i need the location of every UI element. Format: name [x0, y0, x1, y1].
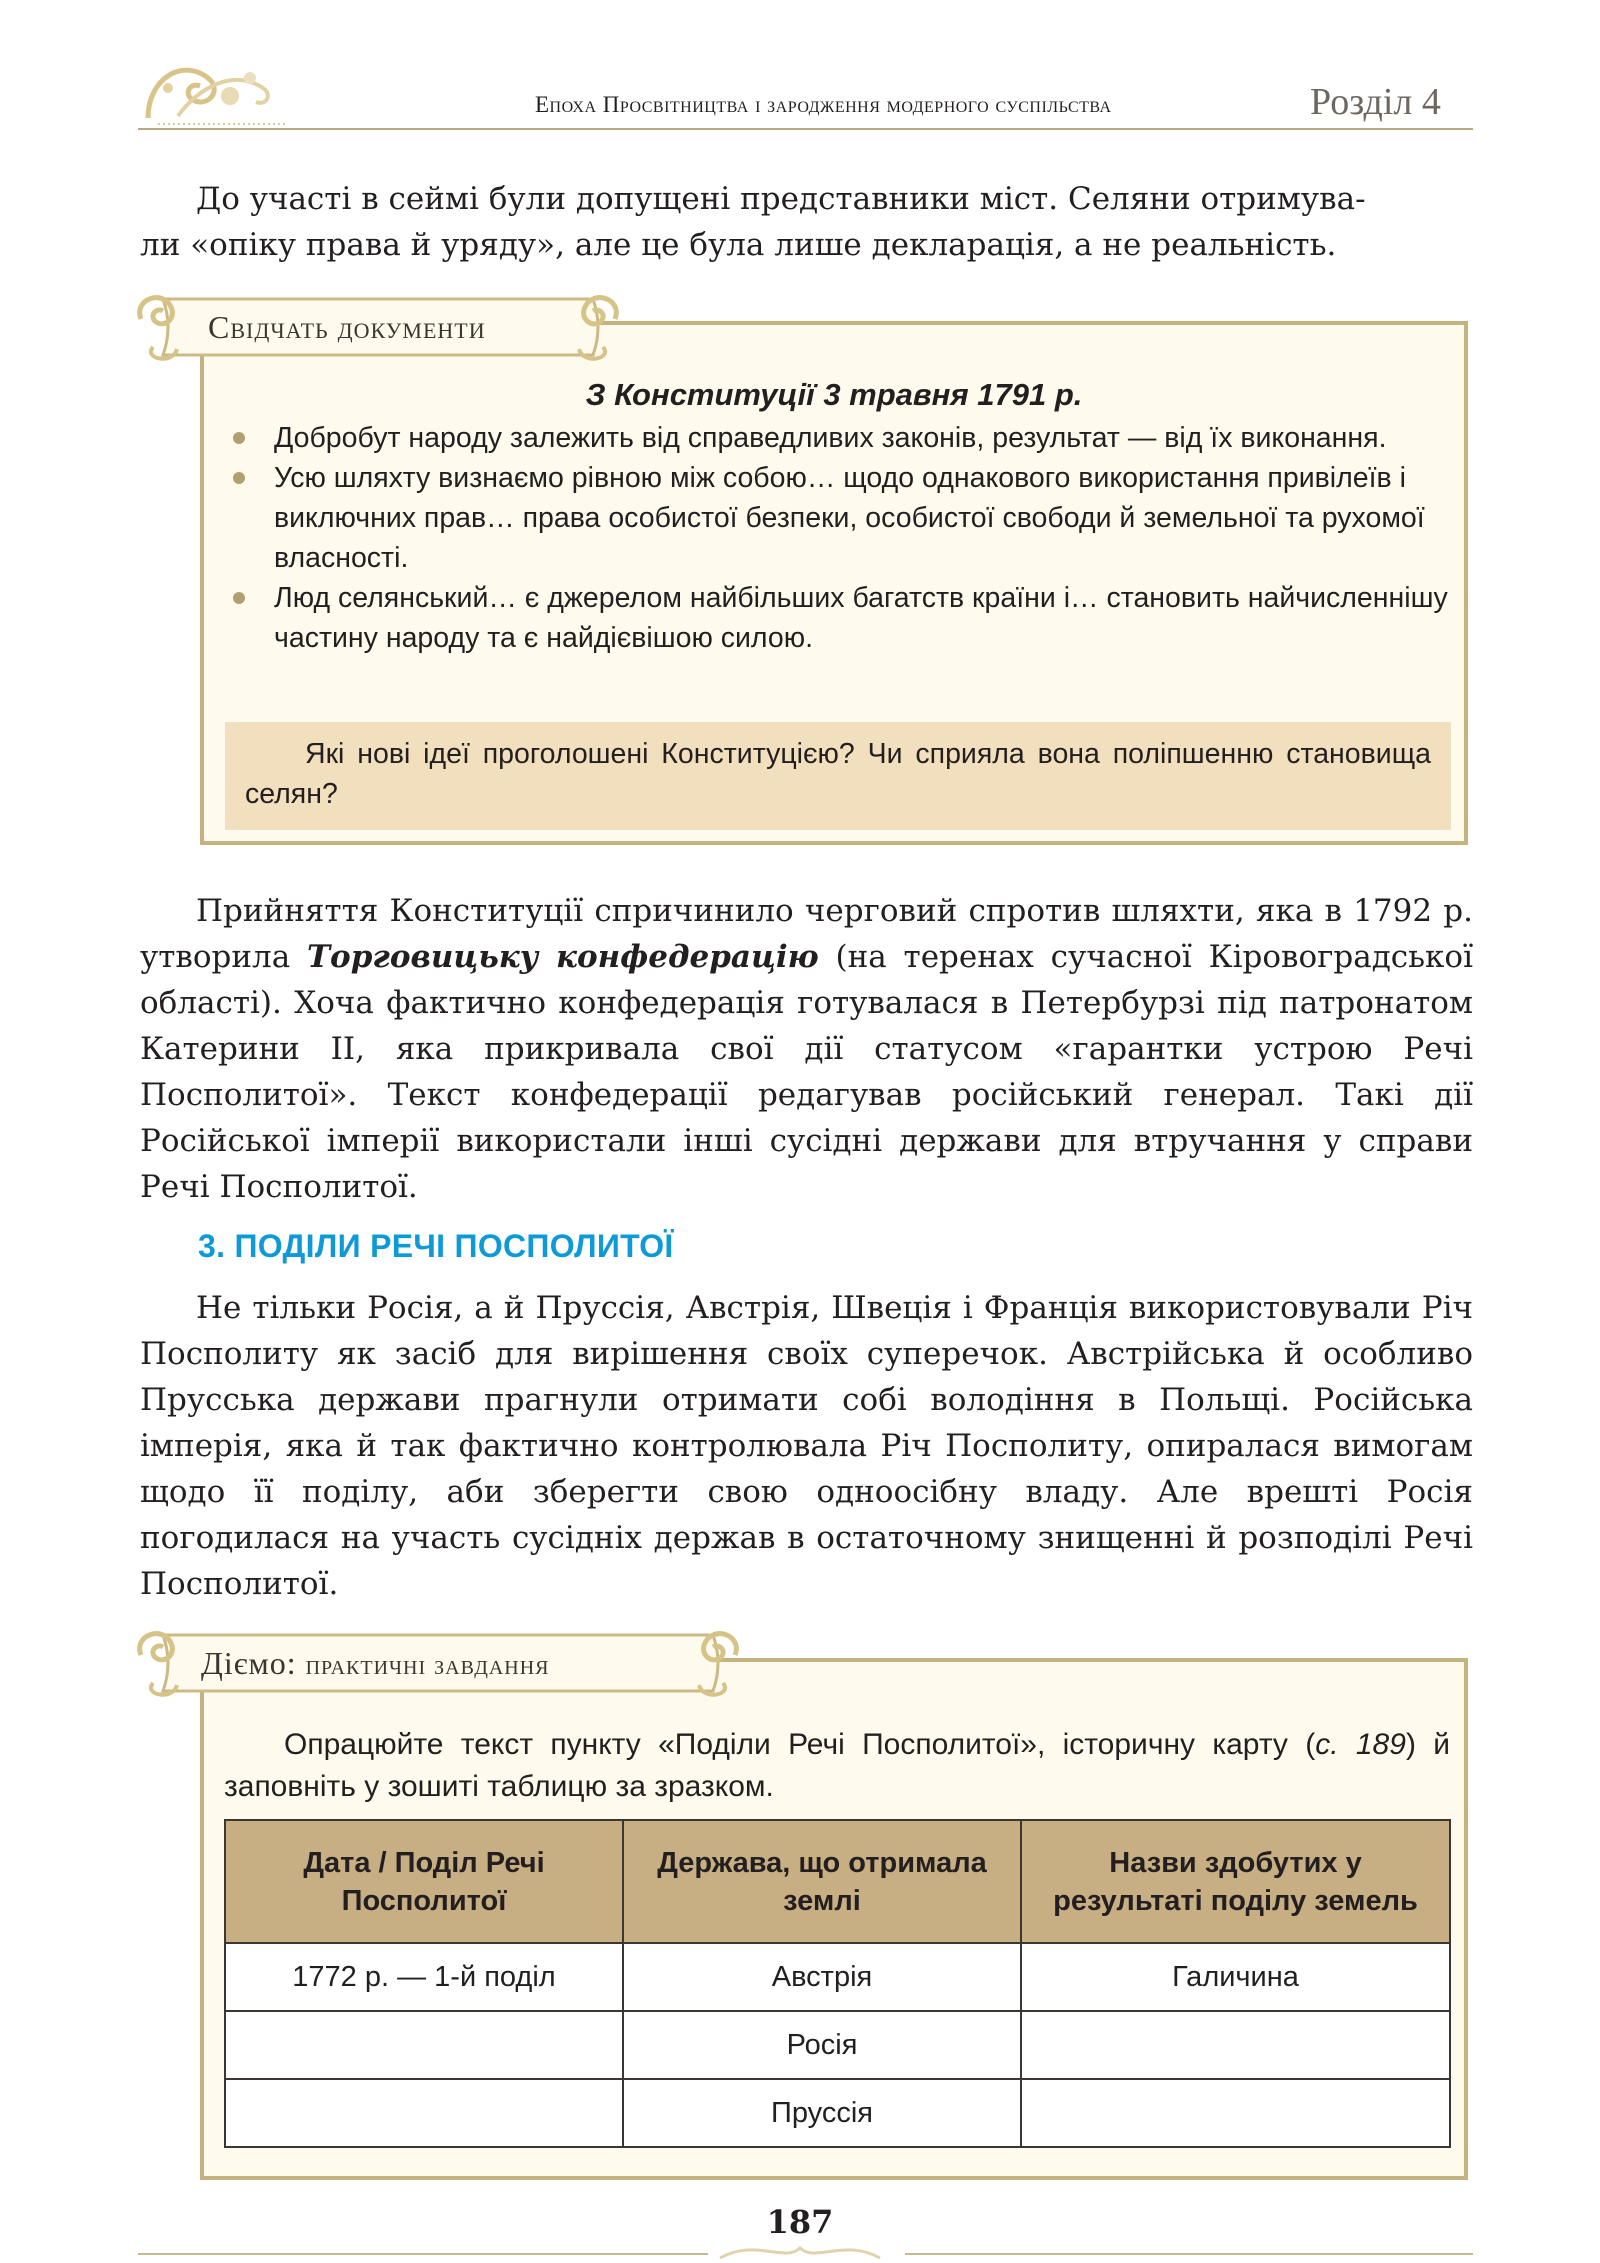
list-item — [274, 418, 1459, 458]
text-run: (на теренах сучасної Кіровоградської області). Хоча фактично конфедерація готувалася в Петербурзі під патронатом Катерини II, яка прикривала свої дії статусом «гарантки устрою Речі Посполитої». Текст конфедерації редагував російський генерал. Такі дії Російської імперії використали інші сусідні держави для втручання у справи Речі Посполитої. — [140, 939, 1473, 1205]
practice-banner-label — [201, 1645, 550, 1682]
list-item — [274, 578, 1459, 658]
table-header-row — [225, 1820, 1450, 1943]
bullet-icon — [233, 472, 245, 484]
footer-rule-right — [905, 2253, 1473, 2255]
partition-table — [224, 1819, 1451, 2148]
header-rule — [138, 128, 1473, 130]
table-cell — [225, 2011, 623, 2079]
text-run: Опрацюйте текст пункту «Поділи Речі Посполитої», історичну карту ( — [284, 1728, 1316, 1761]
quote-text: Добробут народу залежить від справедливих законів, результат — від їх виконання. — [274, 422, 1387, 454]
column-header-date: Дата / Поділ Речі Посполитої — [225, 1820, 623, 1943]
table-cell — [1021, 2011, 1450, 2079]
table-cell: Росія — [623, 2011, 1021, 2079]
footer-rule-left — [138, 2253, 708, 2255]
section-heading: 3. ПОДІЛИ РЕЧІ ПОСПОЛИТОЇ — [198, 1228, 674, 1264]
column-header-lands: Назви здобутих у результаті поділу земель — [1021, 1820, 1450, 1943]
intro-paragraph — [140, 176, 1473, 268]
practice-task-box — [200, 1658, 1468, 2180]
quote-text: Люд селянський… є джерелом найбільших багатств країни і… становить найчисленнішу частину народу та є найдієвішою силою. — [274, 582, 1448, 654]
partitions-paragraph: Не тільки Росія, а й Пруссія, Австрія, Швеція і Франція використовували Річ Посполиту як засіб для вирішення своїх суперечок. Австрійська й особливо Прусська держави прагнули отримати собі володіння в Польщі. Російська імперія, яка й так фактично контролювала Річ Посполиту, опиралася вимогам щодо її поділу, аби зберегти свою одноосібну владу. Але врешті Росія погодилася на участь сусідніх держав в остаточному знищенні й розподілі Речі Посполитої. — [140, 1290, 1473, 1602]
constitution-paragraph — [140, 888, 1473, 1210]
table-cell: Пруссія — [623, 2079, 1021, 2147]
text-run: Прийняття Конституції спричинило черговий спротив шляхти, яка в 1792 р. утворила — [140, 893, 1473, 975]
table-cell: Галичина — [1021, 1943, 1450, 2011]
table-row — [225, 2079, 1450, 2147]
table-cell: Австрія — [623, 1943, 1021, 2011]
table-cell — [225, 2079, 623, 2147]
practice-banner — [133, 1625, 743, 1701]
task-instructions — [224, 1724, 1450, 1808]
footer-ornament-icon — [715, 2238, 885, 2263]
running-head: Епоха Просвітництва і зародження модерного суспільства — [535, 92, 1112, 117]
documents-banner-label: Свідчать документи — [208, 309, 486, 345]
corner-ornament-icon — [138, 48, 288, 128]
page-number: 187 — [766, 2203, 834, 2241]
column-header-state: Держава, що отримала землі — [623, 1820, 1021, 1943]
bullet-icon — [233, 432, 245, 444]
table-cell — [1021, 2079, 1450, 2147]
bullet-icon — [233, 592, 245, 604]
list-item — [274, 458, 1459, 578]
document-quote-list — [274, 418, 1459, 658]
documents-banner — [133, 289, 623, 365]
banner-main-text: Діємо: — [201, 1645, 297, 1681]
document-question: Які нові ідеї проголошені Конституцією? Чи сприяла вона поліпшенню становища селян? — [225, 722, 1451, 830]
text-run: ) й заповніть у зошиті таблицю за зразком. — [224, 1728, 1451, 1803]
document-title: З Конституції 3 травня 1791 р. — [585, 377, 1083, 412]
intro-line-2: ли «опіку права й уряду», але це була лише декларація, а не реальність. — [140, 227, 1337, 263]
map-page-reference: с. 189 — [1315, 1728, 1406, 1761]
table-cell: 1772 р. — 1-й поділ — [225, 1943, 623, 2011]
emphasis-term: Торговицьку конфедерацію — [306, 939, 819, 975]
table-row — [225, 2011, 1450, 2079]
table-row — [225, 1943, 1450, 2011]
documents-box — [200, 321, 1468, 845]
chapter-label: Розділ 4 — [1310, 81, 1441, 123]
quote-text: Усю шляхту визнаємо рівною між собою… щодо однакового використання привілеїв і виключних прав… права особистої безпеки, особистої свободи й земельної та рухомої власності. — [274, 462, 1425, 574]
banner-sub-text: практичні завдання — [305, 1650, 550, 1681]
intro-line-1: До участі в сеймі були допущені представники міст. Селяни отримува- — [196, 181, 1366, 217]
